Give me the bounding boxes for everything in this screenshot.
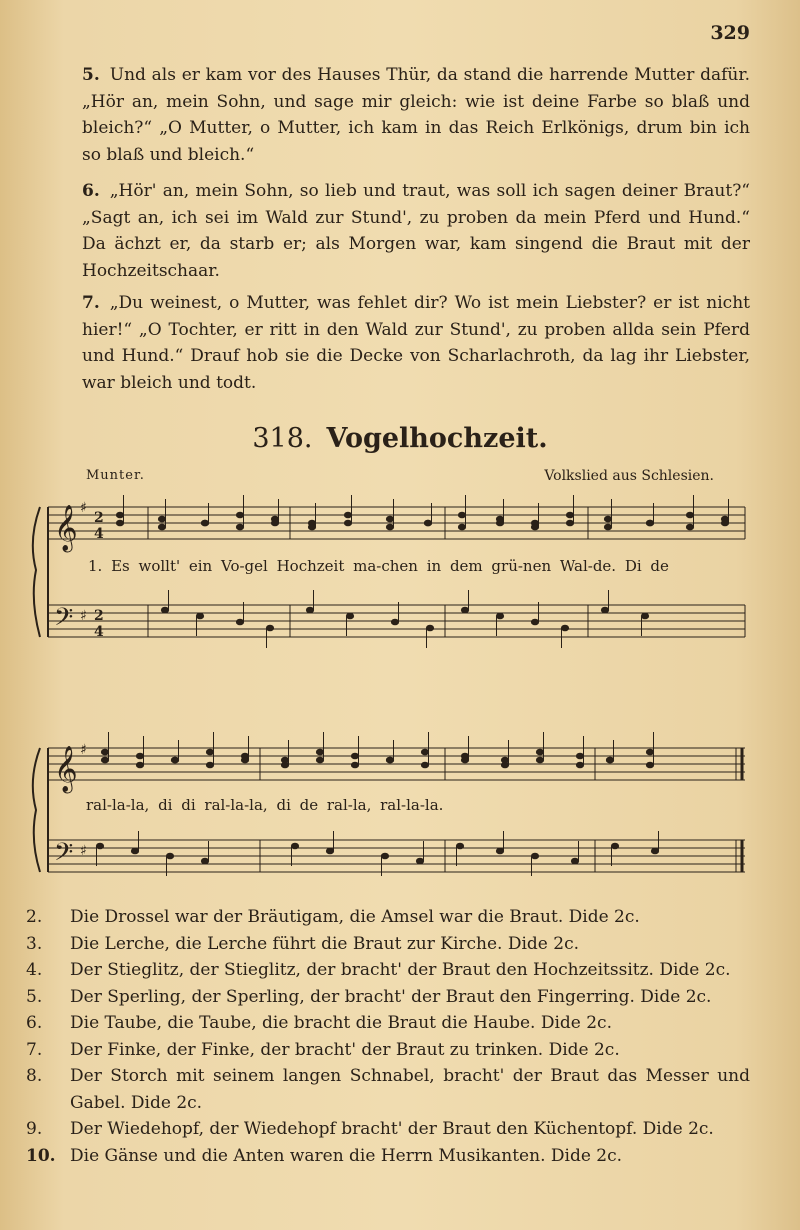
song-verse [27, 904, 750, 931]
verse-text: Die Taube, die Taube, die bracht die Braut die Haube. Dide 2c. [70, 1013, 612, 1033]
time-signature-bottom: 4 [94, 624, 104, 640]
note-head [561, 625, 568, 631]
page-number: 329 [710, 22, 750, 44]
song-number: 318. [252, 423, 313, 454]
treble-clef-icon: 𝄞 [54, 505, 78, 551]
note-head [576, 762, 583, 768]
note-head [161, 607, 168, 613]
song-verse [27, 1143, 750, 1170]
note-head [566, 520, 573, 526]
verse-number: 8. [26, 1066, 43, 1086]
note-head [308, 524, 315, 530]
note-head [611, 843, 618, 849]
verse-number: 5. [26, 986, 43, 1007]
verse-number: 6. [26, 1013, 43, 1033]
note-head [351, 753, 358, 759]
verse-text: Der Finke, der Finke, der bracht' der Braut zu trinken. Dide 2c. [70, 1039, 620, 1060]
note-head [131, 848, 138, 854]
verse-number: 10. [26, 1145, 56, 1166]
time-signature-top: 2 [94, 608, 104, 624]
verse-number: 7. [82, 293, 100, 313]
time-signature-bottom: 4 [94, 526, 104, 542]
song-verse [27, 931, 750, 958]
song-source: Volkslied aus Schlesien. [544, 468, 714, 484]
bass-clef-icon: 𝄢 [54, 603, 74, 638]
note-head [201, 520, 208, 526]
note-head [346, 613, 353, 619]
treble-staff-1 [48, 507, 745, 539]
note-head [206, 762, 213, 768]
verse-text: Der Wiedehopf, der Wiedehopf bracht' der Braut den Küchentopf. Dide 2c. [70, 1119, 714, 1139]
note-head [496, 848, 503, 854]
song-verse [27, 957, 750, 984]
note-head [101, 749, 108, 755]
note-head [604, 524, 611, 530]
verse-number: 7. [26, 1039, 43, 1060]
note-head [426, 625, 433, 631]
note-head [136, 762, 143, 768]
note-head [116, 512, 123, 518]
note-head [116, 520, 123, 526]
song-verses [26, 904, 750, 1169]
note-head [601, 607, 608, 613]
note-head [496, 520, 503, 526]
note-head [316, 757, 323, 763]
lyrics-line-1: 1. Es wollt' ein Vo-gel Hochzeit ma-chen in dem grü-nen Wal-de. Di de [88, 557, 669, 575]
key-sharp-icon: ♯ [80, 608, 87, 624]
note-head [236, 512, 243, 518]
note-head [461, 757, 468, 763]
note-head [96, 843, 103, 849]
verse-text: Die Drossel war der Bräutigam, die Amsel war die Braut. Dide 2c. [70, 907, 640, 927]
tempo-marking: Munter. [86, 468, 145, 483]
note-head [606, 757, 613, 763]
note-head [386, 524, 393, 530]
clefs [54, 500, 87, 873]
note-head [646, 749, 653, 755]
note-head [456, 843, 463, 849]
note-head [501, 762, 508, 768]
note-head [576, 753, 583, 759]
note-head [421, 762, 428, 768]
verse-text: Der Stieglitz, der Stieglitz, der bracht' der Braut den Hochzeitssitz. Dide 2c. [70, 960, 731, 980]
verse-number: 2. [26, 907, 43, 927]
note-head [136, 753, 143, 759]
note-head [316, 749, 323, 755]
note-head [566, 512, 573, 518]
note-head [171, 757, 178, 763]
note-head [531, 853, 538, 859]
key-sharp-icon: ♯ [80, 742, 87, 758]
treble-staff-2 [48, 748, 745, 780]
key-sharp-icon: ♯ [80, 843, 87, 859]
treble-clef-icon: 𝄞 [54, 746, 78, 792]
song-verse [27, 1037, 750, 1064]
note-head [421, 749, 428, 755]
note-head [236, 524, 243, 530]
key-sharp-icon: ♯ [80, 500, 87, 516]
bass-clef-icon: 𝄢 [54, 838, 74, 873]
song-verse [27, 1010, 750, 1037]
bass-staff-2 [48, 840, 745, 872]
note-head [458, 524, 465, 530]
note-head [461, 607, 468, 613]
lyrics-line-2: ral-la-la, di di ral-la-la, di de ral-la, ral-la-la. [86, 796, 444, 814]
note-head [101, 757, 108, 763]
note-head [651, 848, 658, 854]
verse-number: 3. [26, 933, 43, 954]
note-head [166, 853, 173, 859]
note-head [158, 516, 165, 522]
note-head [206, 749, 213, 755]
verse-text: „Hör' an, mein Sohn, so lieb und traut, was soll ich sagen deiner Braut?“ „Sagt an, ich sei im Wald zur Stund', zu proben da mein Pferd und Hund.“ Da ächzt er, da starb er; als Morgen war, kam singend die Braut mit der Hochzeitschaar. [82, 181, 750, 281]
song-verse [27, 984, 750, 1011]
song-verse [27, 1116, 750, 1143]
note-head [424, 520, 431, 526]
time-signature-top: 2 [94, 510, 104, 526]
verse-number: 5. [82, 65, 100, 85]
note-head [306, 607, 313, 613]
note-head [386, 757, 393, 763]
note-head [196, 613, 203, 619]
verse-number: 4. [26, 960, 43, 980]
note-head [344, 512, 351, 518]
verse-text: Die Lerche, die Lerche führt die Braut zur Kirche. Dide 2c. [70, 933, 580, 954]
song-verse [27, 1063, 750, 1116]
note-head [201, 858, 208, 864]
note-head [291, 843, 298, 849]
note-head [386, 516, 393, 522]
note-head [416, 858, 423, 864]
note-head [351, 762, 358, 768]
note-head [646, 762, 653, 768]
note-head [721, 520, 728, 526]
note-head [458, 512, 465, 518]
note-head [641, 613, 648, 619]
note-head [326, 848, 333, 854]
verse-text: Und als er kam vor des Hauses Thür, da stand die harrende Mutter dafür. „Hör an, mein Sohn, und sage mir gleich: wie ist deine Farbe so blaß und bleich?“ „O Mutter, o Mutter, ich kam in das Reich Erlkönigs, drum bin ich so blaß und bleich.“ [82, 65, 750, 165]
verse-number: 6. [82, 181, 100, 201]
note-head [241, 757, 248, 763]
verse-text: Der Sperling, der Sperling, der bracht' der Braut den Fingerring. Dide 2c. [70, 986, 712, 1007]
note-head [271, 520, 278, 526]
note-head [536, 757, 543, 763]
note-head [281, 762, 288, 768]
note-head [391, 619, 398, 625]
note-head [236, 619, 243, 625]
note-head [646, 520, 653, 526]
note-head [381, 853, 388, 859]
note-head [604, 516, 611, 522]
note-head [686, 524, 693, 530]
verse-text: „Du weinest, o Mutter, was fehlet dir? Wo ist mein Liebster? er ist nicht hier!“ „O Tochter, er ritt in den Wald zur Stund', zu proben allda sein Pferd und Hund.“ Drauf hob sie die Decke von Scharlachroth, da lag ihr Liebster, war bleich und todt. [82, 293, 750, 393]
song-title-text: Vogelhochzeit. [326, 423, 548, 454]
notes [96, 495, 728, 876]
note-head [344, 520, 351, 526]
note-head [686, 512, 693, 518]
note-head [531, 619, 538, 625]
note-head [496, 613, 503, 619]
note-head [531, 524, 538, 530]
verse-text: Der Storch mit seinem langen Schnabel, bracht' der Braut das Messer und Gabel. Dide 2c. [70, 1066, 750, 1113]
time-signatures [94, 510, 104, 640]
note-head [158, 524, 165, 530]
note-head [536, 749, 543, 755]
verse-text: Die Gänse und die Anten waren die Herrn Musikanten. Dide 2c. [70, 1145, 623, 1166]
note-head [266, 625, 273, 631]
note-head [571, 858, 578, 864]
verse-number: 9. [26, 1119, 43, 1139]
system-braces [33, 507, 40, 872]
